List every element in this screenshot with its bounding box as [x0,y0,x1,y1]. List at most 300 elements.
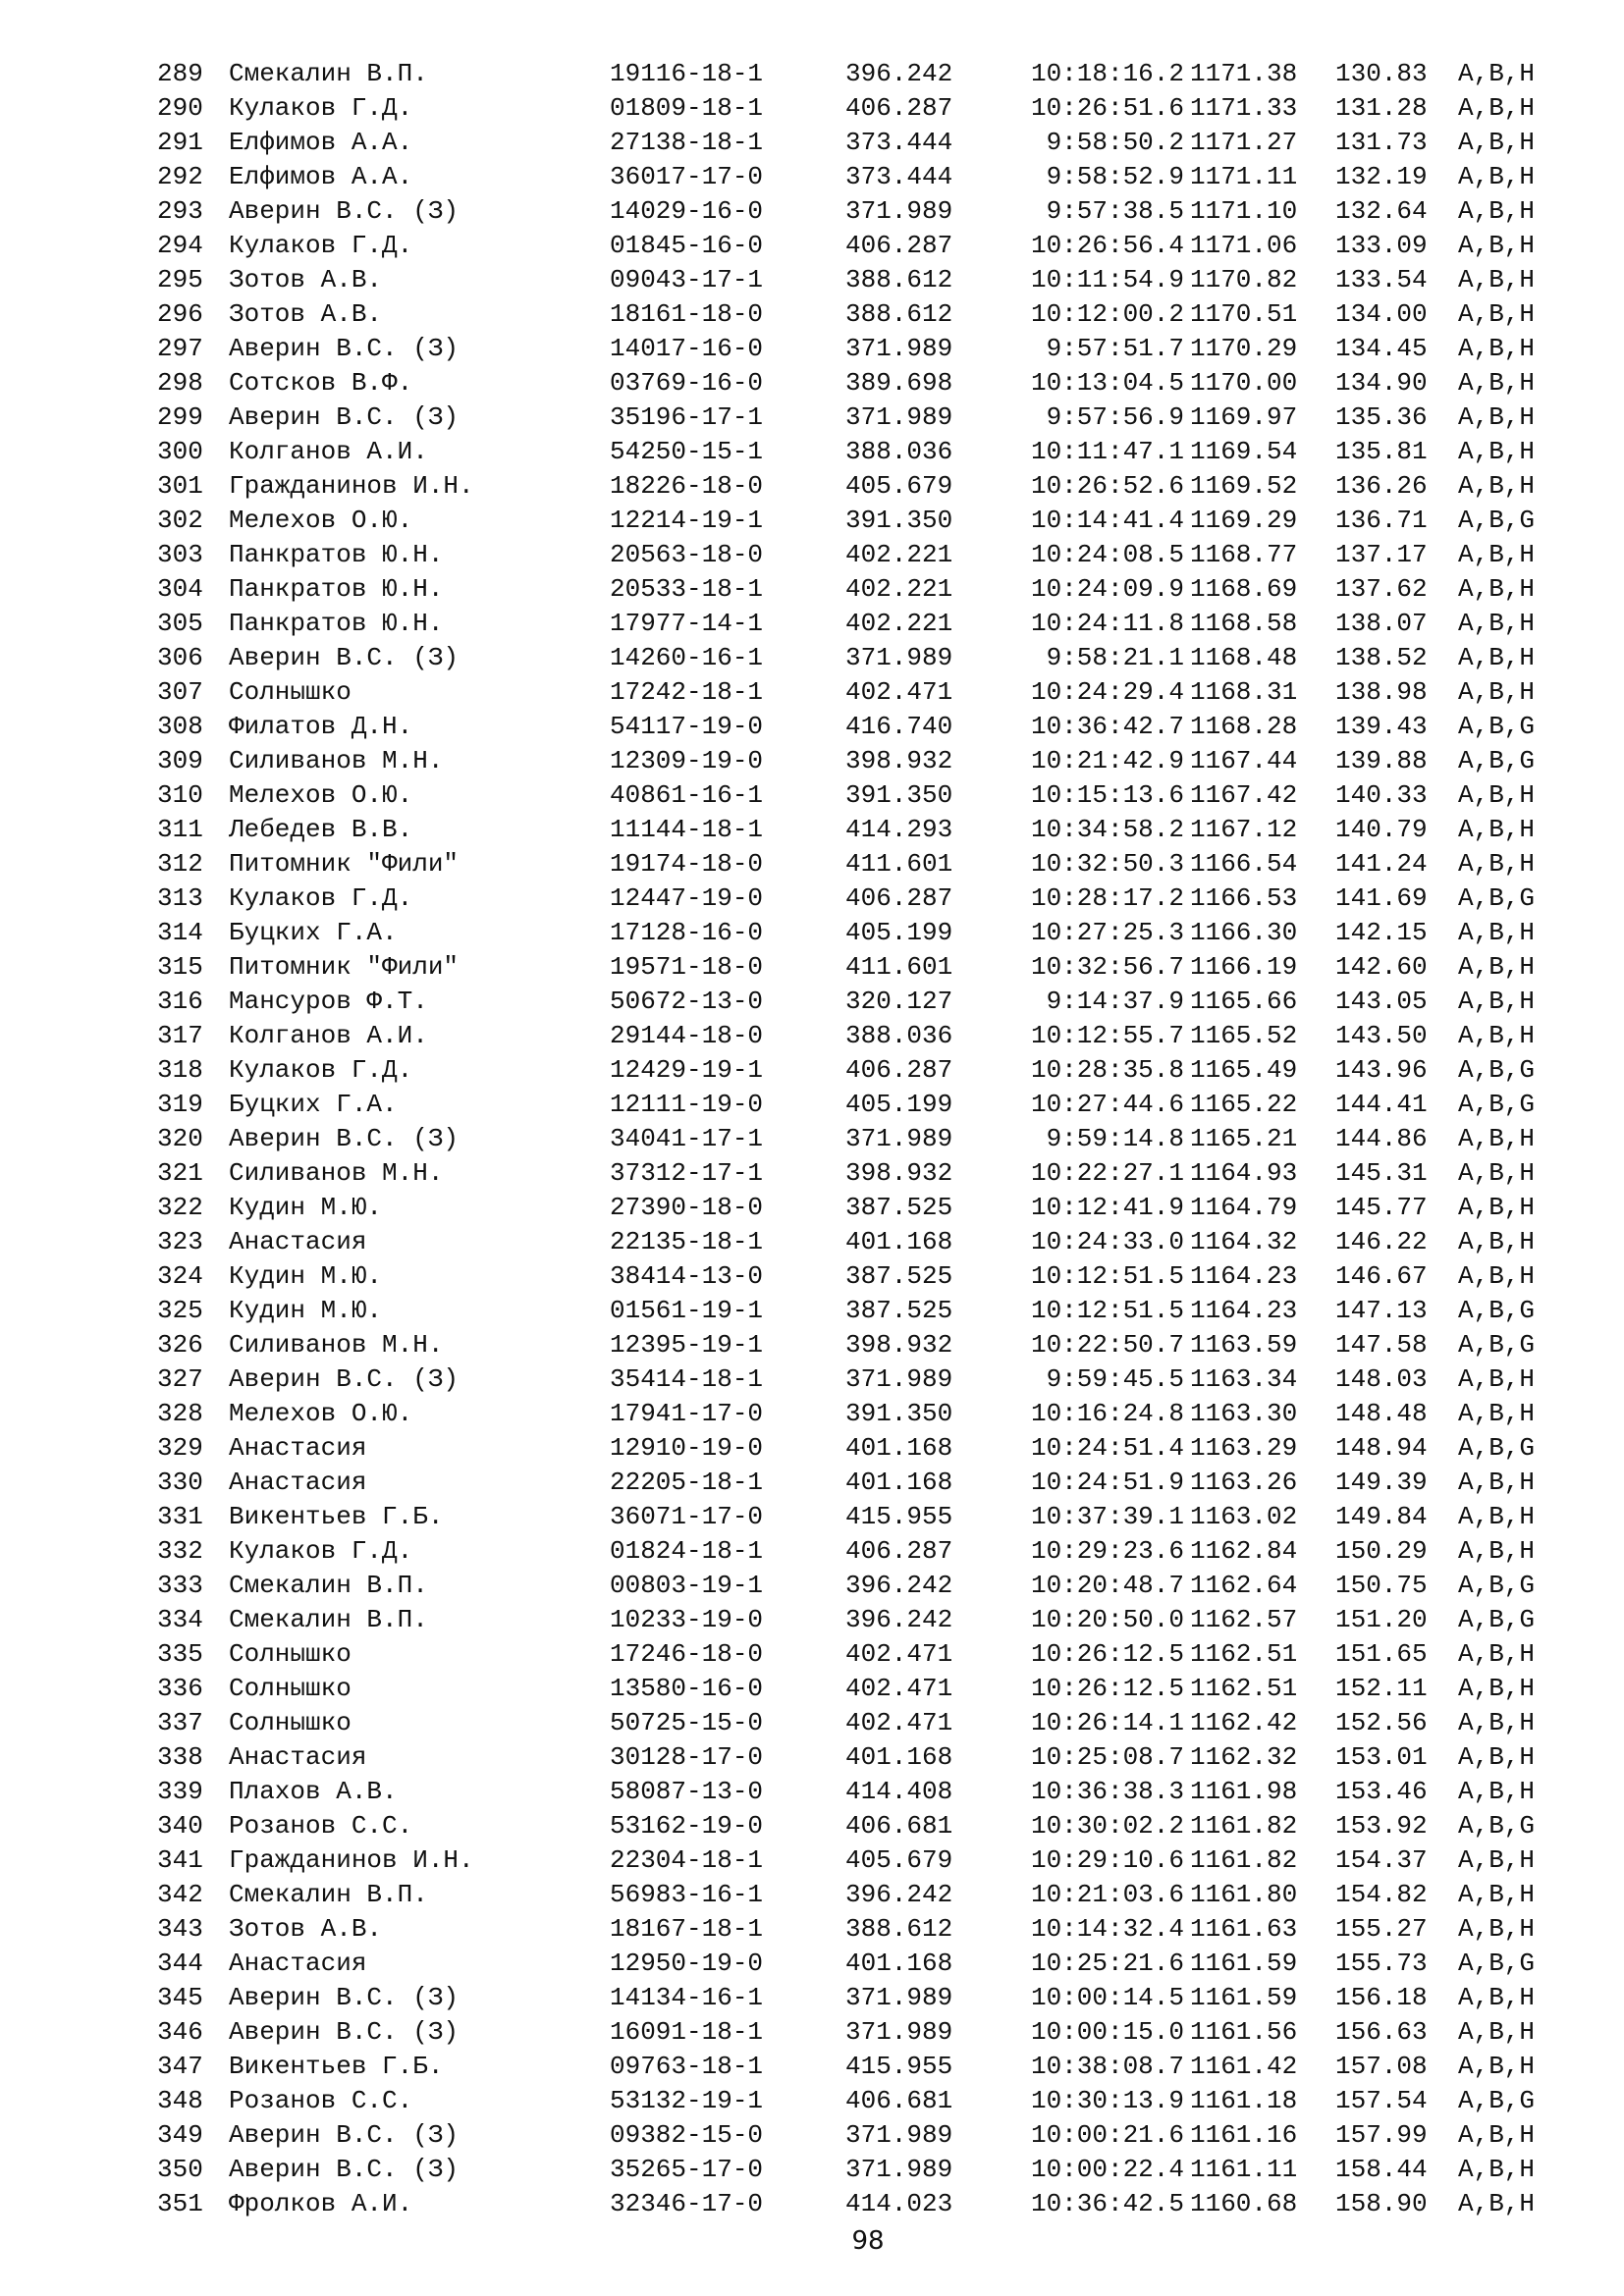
ring-number: 29144-18-0 [610,1021,764,1050]
category-flags: A,B,H [1458,540,1536,569]
arrival-time: 9:58:21.1 [1046,643,1184,672]
coefficient: 151.65 [1335,1639,1428,1669]
speed: 1169.54 [1190,437,1298,466]
speed: 1161.18 [1190,2086,1298,2115]
distance: 388.612 [845,1914,953,1944]
category-flags: A,B,H [1458,1124,1536,1153]
owner-name: Колганов А.И. [229,437,428,466]
arrival-time: 10:12:51.5 [1030,1296,1184,1325]
row-number: 311 [157,815,203,844]
speed: 1161.82 [1190,1845,1298,1875]
category-flags: A,B,H [1458,162,1536,191]
arrival-time: 10:27:44.6 [1030,1090,1184,1119]
arrival-time: 10:38:08.7 [1030,2052,1184,2081]
coefficient: 143.05 [1335,987,1428,1016]
owner-name: Кулаков Г.Д. [229,883,413,913]
category-flags: A,B,G [1458,1433,1536,1463]
speed: 1166.19 [1190,952,1298,982]
speed: 1165.52 [1190,1021,1298,1050]
category-flags: A,B,H [1458,1502,1536,1531]
speed: 1165.21 [1190,1124,1298,1153]
owner-name: Аверин В.С. (З) [229,1124,460,1153]
distance: 402.471 [845,1639,953,1669]
ring-number: 01561-19-1 [610,1296,764,1325]
owner-name: Солнышко [229,677,352,707]
distance: 401.168 [845,1949,953,1978]
row-number: 312 [157,849,203,879]
ring-number: 01845-16-0 [610,231,764,260]
row-number: 291 [157,128,203,157]
arrival-time: 10:32:50.3 [1030,849,1184,879]
speed: 1161.63 [1190,1914,1298,1944]
distance: 320.127 [845,987,953,1016]
row-number: 317 [157,1021,203,1050]
category-flags: A,B,G [1458,1571,1536,1600]
row-number: 337 [157,1708,203,1737]
distance: 388.036 [845,1021,953,1050]
coefficient: 140.79 [1335,815,1428,844]
category-flags: A,B,H [1458,1364,1536,1394]
owner-name: Силиванов М.Н. [229,746,444,775]
coefficient: 138.07 [1335,609,1428,638]
speed: 1162.51 [1190,1674,1298,1703]
coefficient: 149.39 [1335,1468,1428,1497]
category-flags: A,B,G [1458,1296,1536,1325]
speed: 1162.42 [1190,1708,1298,1737]
distance: 405.679 [845,471,953,501]
coefficient: 147.58 [1335,1330,1428,1360]
category-flags: A,B,H [1458,1536,1536,1566]
ring-number: 09382-15-0 [610,2120,764,2150]
category-flags: A,B,H [1458,1399,1536,1428]
row-number: 342 [157,1880,203,1909]
coefficient: 150.75 [1335,1571,1428,1600]
distance: 371.989 [845,334,953,363]
speed: 1169.97 [1190,402,1298,432]
category-flags: A,B,H [1458,128,1536,157]
coefficient: 149.84 [1335,1502,1428,1531]
category-flags: A,B,H [1458,196,1536,226]
speed: 1165.22 [1190,1090,1298,1119]
row-number: 338 [157,1742,203,1772]
speed: 1161.80 [1190,1880,1298,1909]
owner-name: Елфимов А.А. [229,128,413,157]
ring-number: 58087-13-0 [610,1777,764,1806]
speed: 1161.11 [1190,2155,1298,2184]
category-flags: A,B,H [1458,1021,1536,1050]
ring-number: 22205-18-1 [610,1468,764,1497]
coefficient: 154.37 [1335,1845,1428,1875]
owner-name: Анастасия [229,1227,367,1256]
speed: 1166.54 [1190,849,1298,879]
row-number: 298 [157,368,203,398]
row-number: 293 [157,196,203,226]
speed: 1171.06 [1190,231,1298,260]
row-number: 316 [157,987,203,1016]
row-number: 322 [157,1193,203,1222]
distance: 405.199 [845,1090,953,1119]
coefficient: 132.64 [1335,196,1428,226]
category-flags: A,B,H [1458,849,1536,879]
row-number: 333 [157,1571,203,1600]
page-number: 98 [851,2226,885,2256]
owner-name: Питомник "Фили" [229,849,460,879]
arrival-time: 10:26:56.4 [1030,231,1184,260]
row-number: 299 [157,402,203,432]
speed: 1162.64 [1190,1571,1298,1600]
row-number: 301 [157,471,203,501]
category-flags: A,B,H [1458,437,1536,466]
speed: 1167.42 [1190,780,1298,810]
category-flags: A,B,G [1458,1330,1536,1360]
speed: 1161.59 [1190,1949,1298,1978]
speed: 1165.66 [1190,987,1298,1016]
distance: 401.168 [845,1433,953,1463]
ring-number: 30128-17-0 [610,1742,764,1772]
ring-number: 22304-18-1 [610,1845,764,1875]
speed: 1170.29 [1190,334,1298,363]
owner-name: Буцких Г.А. [229,1090,398,1119]
owner-name: Панкратов Ю.Н. [229,609,444,638]
arrival-time: 10:32:56.7 [1030,952,1184,982]
owner-name: Аверин В.С. (З) [229,2155,460,2184]
owner-name: Мелехов О.Ю. [229,780,413,810]
speed: 1166.30 [1190,918,1298,947]
row-number: 323 [157,1227,203,1256]
arrival-time: 10:00:15.0 [1030,2017,1184,2047]
arrival-time: 10:29:23.6 [1030,1536,1184,1566]
arrival-time: 10:24:33.0 [1030,1227,1184,1256]
row-number: 343 [157,1914,203,1944]
owner-name: Лебедев В.В. [229,815,413,844]
owner-name: Аверин В.С. (З) [229,1364,460,1394]
speed: 1168.28 [1190,712,1298,741]
category-flags: A,B,G [1458,506,1536,535]
distance: 371.989 [845,2120,953,2150]
row-number: 325 [157,1296,203,1325]
category-flags: A,B,H [1458,1777,1536,1806]
owner-name: Аверин В.С. (З) [229,643,460,672]
speed: 1165.49 [1190,1055,1298,1085]
speed: 1166.53 [1190,883,1298,913]
ring-number: 12395-19-1 [610,1330,764,1360]
distance: 401.168 [845,1468,953,1497]
arrival-time: 10:36:38.3 [1030,1777,1184,1806]
ring-number: 50672-13-0 [610,987,764,1016]
category-flags: A,B,H [1458,402,1536,432]
ring-number: 17242-18-1 [610,677,764,707]
row-number: 346 [157,2017,203,2047]
distance: 406.287 [845,1055,953,1085]
row-number: 327 [157,1364,203,1394]
owner-name: Кулаков Г.Д. [229,1055,413,1085]
distance: 402.221 [845,540,953,569]
owner-name: Солнышко [229,1674,352,1703]
row-number: 334 [157,1605,203,1634]
arrival-time: 9:58:50.2 [1046,128,1184,157]
distance: 388.612 [845,265,953,294]
category-flags: A,B,H [1458,987,1536,1016]
ring-number: 17246-18-0 [610,1639,764,1669]
ring-number: 03769-16-0 [610,368,764,398]
speed: 1171.10 [1190,196,1298,226]
arrival-time: 10:25:21.6 [1030,1949,1184,1978]
coefficient: 147.13 [1335,1296,1428,1325]
row-number: 331 [157,1502,203,1531]
arrival-time: 9:58:52.9 [1046,162,1184,191]
speed: 1171.27 [1190,128,1298,157]
arrival-time: 10:24:51.4 [1030,1433,1184,1463]
ring-number: 12429-19-1 [610,1055,764,1085]
owner-name: Гражданинов И.Н. [229,471,474,501]
coefficient: 158.90 [1335,2189,1428,2218]
coefficient: 152.56 [1335,1708,1428,1737]
owner-name: Гражданинов И.Н. [229,1845,474,1875]
coefficient: 134.00 [1335,299,1428,329]
row-number: 310 [157,780,203,810]
coefficient: 136.71 [1335,506,1428,535]
coefficient: 157.08 [1335,2052,1428,2081]
coefficient: 134.90 [1335,368,1428,398]
arrival-time: 10:26:51.6 [1030,93,1184,123]
arrival-time: 10:14:32.4 [1030,1914,1184,1944]
category-flags: A,B,H [1458,2052,1536,2081]
arrival-time: 10:00:22.4 [1030,2155,1184,2184]
speed: 1163.34 [1190,1364,1298,1394]
distance: 391.350 [845,1399,953,1428]
arrival-time: 9:57:51.7 [1046,334,1184,363]
distance: 387.525 [845,1296,953,1325]
distance: 398.932 [845,1158,953,1188]
speed: 1162.32 [1190,1742,1298,1772]
speed: 1167.12 [1190,815,1298,844]
speed: 1169.52 [1190,471,1298,501]
owner-name: Буцких Г.А. [229,918,398,947]
ring-number: 35196-17-1 [610,402,764,432]
speed: 1162.51 [1190,1639,1298,1669]
row-number: 294 [157,231,203,260]
distance: 391.350 [845,506,953,535]
ring-number: 20563-18-0 [610,540,764,569]
ring-number: 09763-18-1 [610,2052,764,2081]
ring-number: 56983-16-1 [610,1880,764,1909]
arrival-time: 10:11:54.9 [1030,265,1184,294]
coefficient: 156.63 [1335,2017,1428,2047]
arrival-time: 10:18:16.2 [1030,59,1184,88]
category-flags: A,B,H [1458,952,1536,982]
owner-name: Смекалин В.П. [229,1605,428,1634]
arrival-time: 9:14:37.9 [1046,987,1184,1016]
distance: 411.601 [845,952,953,982]
ring-number: 19571-18-0 [610,952,764,982]
row-number: 329 [157,1433,203,1463]
row-number: 321 [157,1158,203,1188]
category-flags: A,B,H [1458,780,1536,810]
row-number: 304 [157,574,203,604]
ring-number: 14260-16-1 [610,643,764,672]
coefficient: 133.09 [1335,231,1428,260]
arrival-time: 10:24:11.8 [1030,609,1184,638]
row-number: 350 [157,2155,203,2184]
arrival-time: 10:26:12.5 [1030,1639,1184,1669]
coefficient: 146.67 [1335,1261,1428,1291]
row-number: 330 [157,1468,203,1497]
distance: 371.989 [845,643,953,672]
coefficient: 155.73 [1335,1949,1428,1978]
coefficient: 130.83 [1335,59,1428,88]
ring-number: 53132-19-1 [610,2086,764,2115]
distance: 371.989 [845,1364,953,1394]
ring-number: 18167-18-1 [610,1914,764,1944]
ring-number: 11144-18-1 [610,815,764,844]
arrival-time: 10:37:39.1 [1030,1502,1184,1531]
speed: 1171.11 [1190,162,1298,191]
ring-number: 36071-17-0 [610,1502,764,1531]
row-number: 324 [157,1261,203,1291]
owner-name: Панкратов Ю.Н. [229,574,444,604]
coefficient: 142.15 [1335,918,1428,947]
category-flags: A,B,H [1458,1639,1536,1669]
ring-number: 38414-13-0 [610,1261,764,1291]
row-number: 341 [157,1845,203,1875]
ring-number: 22135-18-1 [610,1227,764,1256]
coefficient: 144.41 [1335,1090,1428,1119]
row-number: 309 [157,746,203,775]
distance: 406.681 [845,1811,953,1841]
owner-name: Викентьев Г.Б. [229,1502,444,1531]
category-flags: A,B,H [1458,231,1536,260]
ring-number: 16091-18-1 [610,2017,764,2047]
row-number: 336 [157,1674,203,1703]
category-flags: A,B,G [1458,712,1536,741]
row-number: 326 [157,1330,203,1360]
coefficient: 153.92 [1335,1811,1428,1841]
ring-number: 37312-17-1 [610,1158,764,1188]
coefficient: 141.24 [1335,849,1428,879]
row-number: 339 [157,1777,203,1806]
category-flags: A,B,H [1458,1674,1536,1703]
ring-number: 12910-19-0 [610,1433,764,1463]
coefficient: 135.36 [1335,402,1428,432]
owner-name: Зотов А.В. [229,299,383,329]
speed: 1162.57 [1190,1605,1298,1634]
row-number: 319 [157,1090,203,1119]
row-number: 300 [157,437,203,466]
arrival-time: 10:20:48.7 [1030,1571,1184,1600]
speed: 1161.82 [1190,1811,1298,1841]
coefficient: 156.18 [1335,1983,1428,2012]
owner-name: Кулаков Г.Д. [229,1536,413,1566]
speed: 1171.38 [1190,59,1298,88]
ring-number: 14017-16-0 [610,334,764,363]
distance: 398.932 [845,746,953,775]
arrival-time: 10:13:04.5 [1030,368,1184,398]
row-number: 340 [157,1811,203,1841]
owner-name: Кудин М.Ю. [229,1296,383,1325]
coefficient: 138.52 [1335,643,1428,672]
coefficient: 137.62 [1335,574,1428,604]
owner-name: Мансуров Ф.Т. [229,987,428,1016]
distance: 415.955 [845,2052,953,2081]
coefficient: 153.46 [1335,1777,1428,1806]
speed: 1170.51 [1190,299,1298,329]
arrival-time: 9:59:14.8 [1046,1124,1184,1153]
distance: 398.932 [845,1330,953,1360]
arrival-time: 10:36:42.7 [1030,712,1184,741]
arrival-time: 10:12:55.7 [1030,1021,1184,1050]
ring-number: 18226-18-0 [610,471,764,501]
row-number: 303 [157,540,203,569]
category-flags: A,B,H [1458,1845,1536,1875]
coefficient: 133.54 [1335,265,1428,294]
ring-number: 54250-15-1 [610,437,764,466]
row-number: 313 [157,883,203,913]
owner-name: Кудин М.Ю. [229,1193,383,1222]
coefficient: 150.29 [1335,1536,1428,1566]
coefficient: 144.86 [1335,1124,1428,1153]
arrival-time: 10:26:52.6 [1030,471,1184,501]
distance: 396.242 [845,1605,953,1634]
category-flags: A,B,H [1458,1468,1536,1497]
speed: 1162.84 [1190,1536,1298,1566]
row-number: 308 [157,712,203,741]
arrival-time: 10:25:08.7 [1030,1742,1184,1772]
category-flags: A,B,H [1458,918,1536,947]
speed: 1163.59 [1190,1330,1298,1360]
distance: 414.293 [845,815,953,844]
owner-name: Солнышко [229,1708,352,1737]
ring-number: 20533-18-1 [610,574,764,604]
category-flags: A,B,G [1458,883,1536,913]
arrival-time: 10:21:42.9 [1030,746,1184,775]
coefficient: 132.19 [1335,162,1428,191]
distance: 388.612 [845,299,953,329]
coefficient: 142.60 [1335,952,1428,982]
row-number: 348 [157,2086,203,2115]
category-flags: A,B,H [1458,59,1536,88]
ring-number: 00803-19-1 [610,1571,764,1600]
ring-number: 10233-19-0 [610,1605,764,1634]
arrival-time: 10:12:41.9 [1030,1193,1184,1222]
category-flags: A,B,H [1458,1880,1536,1909]
ring-number: 19116-18-1 [610,59,764,88]
row-number: 295 [157,265,203,294]
category-flags: A,B,G [1458,1811,1536,1841]
speed: 1163.26 [1190,1468,1298,1497]
row-number: 314 [157,918,203,947]
speed: 1160.68 [1190,2189,1298,2218]
speed: 1163.29 [1190,1433,1298,1463]
row-number: 332 [157,1536,203,1566]
coefficient: 155.27 [1335,1914,1428,1944]
owner-name: Аверин В.С. (З) [229,2120,460,2150]
arrival-time: 10:26:12.5 [1030,1674,1184,1703]
coefficient: 152.11 [1335,1674,1428,1703]
speed: 1168.77 [1190,540,1298,569]
owner-name: Смекалин В.П. [229,1571,428,1600]
arrival-time: 10:22:50.7 [1030,1330,1184,1360]
arrival-time: 10:24:29.4 [1030,677,1184,707]
distance: 406.287 [845,231,953,260]
arrival-time: 10:34:58.2 [1030,815,1184,844]
speed: 1161.56 [1190,2017,1298,2047]
coefficient: 139.88 [1335,746,1428,775]
category-flags: A,B,H [1458,2120,1536,2150]
distance: 406.287 [845,883,953,913]
category-flags: A,B,H [1458,334,1536,363]
ring-number: 19174-18-0 [610,849,764,879]
ring-number: 17941-17-0 [610,1399,764,1428]
